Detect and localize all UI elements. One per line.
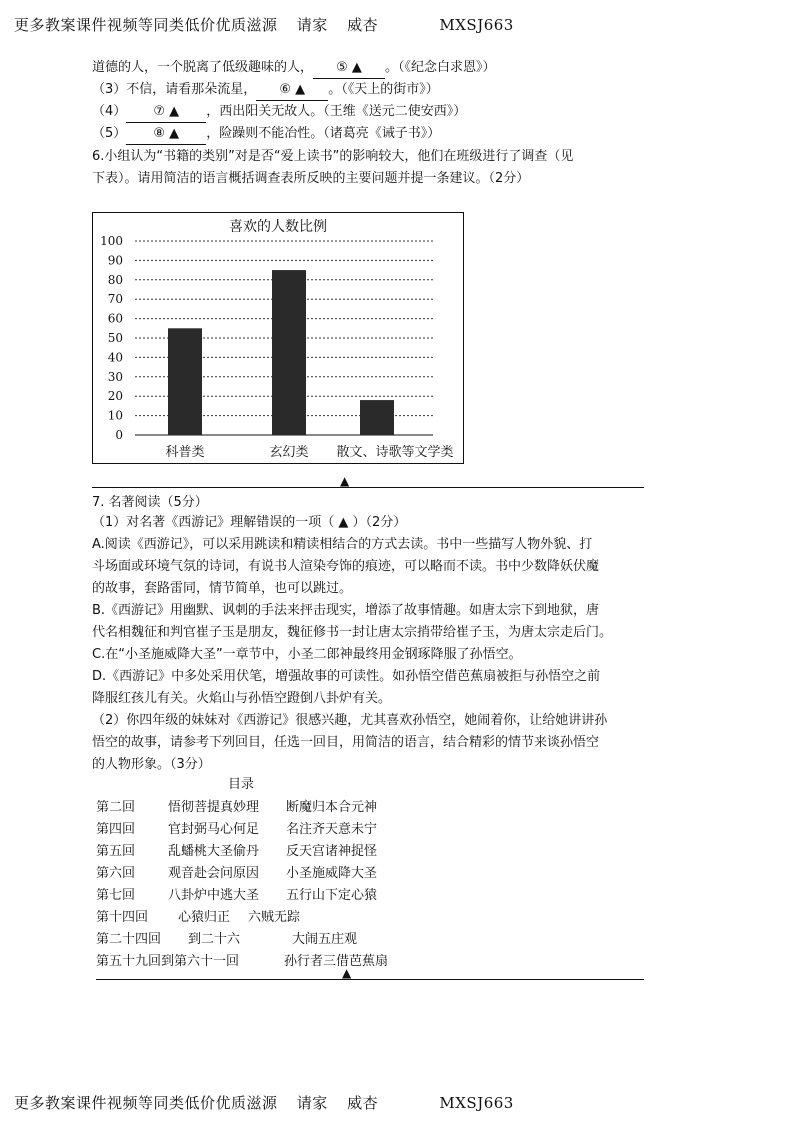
- bar-chart: [92, 212, 464, 464]
- footer-text: 更多教案课件视频等同类低价优质滋源: [14, 1094, 278, 1112]
- y-tick-label: 100: [100, 234, 123, 248]
- answer-mark: ▲: [342, 966, 352, 980]
- answer-blank[interactable]: ⑧ ▲: [126, 124, 206, 145]
- footer-contact-name: 威杏: [347, 1094, 379, 1112]
- q7-title: 7. 名著阅读（5分）: [92, 495, 208, 510]
- y-tick-label: 20: [107, 389, 123, 404]
- y-tick-label: 50: [107, 331, 123, 345]
- option-d-line-1: D.《西游记》中多处采用伏笔，增强故事的可读性。如孙悟空借芭蕉扇被拒与孙悟空之前: [92, 669, 601, 684]
- header-contact-name: 威杏: [347, 16, 379, 34]
- y-tick-label: 10: [107, 408, 123, 423]
- y-tick-label: 90: [107, 253, 123, 268]
- option-b-line-2: 代名相魏征和判官崔子玉是朋友，魏征修书一封让唐太宗捎带给崔子玉，为唐太宗走后门。: [92, 625, 613, 640]
- answer-blank[interactable]: ⑥ ▲: [256, 80, 328, 101]
- page-footer: [14, 1092, 514, 1113]
- answer-blank[interactable]: ⑤ ▲: [313, 58, 385, 79]
- fill-blank-6: （3）不信，请看那朵流星， ⑥ ▲ 。（《天上的街市》）: [92, 80, 439, 101]
- answer-blank[interactable]: ⑦ ▲: [126, 102, 206, 123]
- option-d-line-2: 降服红孩儿有关。火焰山与孙悟空蹬倒八卦炉有关。: [92, 691, 392, 706]
- bar: [272, 270, 306, 435]
- y-tick-label: 0: [115, 428, 123, 442]
- fill-blank-8: （5） ⑧ ▲ ，险躁则不能冶性。（诸葛亮《诫子书》）: [92, 124, 440, 145]
- footer-code: MXSJ663: [439, 1094, 514, 1112]
- x-tick-label: 散文、诗歌等文学类: [336, 445, 454, 460]
- fill-blank-5: 道德的人，一个脱离了低级趣味的人， ⑤ ▲ 。（《纪念白求恩》）: [92, 58, 496, 79]
- option-a-line-3: 的故事，套路雷同，情节简单，也可以跳过。: [92, 581, 353, 596]
- q7-sub2-line-2: 悟空的故事，请参考下列回目，任选一回目，用简洁的语言，结合精彩的情节来谈孙悟空: [92, 735, 600, 750]
- y-tick-label: 40: [107, 350, 123, 365]
- q6-line-2: 下表）。请用简洁的语言概括调查表所反映的主要问题并提一条建议。（2分）: [92, 171, 530, 186]
- x-tick-label: 科普类: [165, 445, 205, 460]
- answer-line: [92, 487, 644, 488]
- toc-title: 目录: [228, 777, 255, 792]
- chart-canvas: [93, 213, 463, 463]
- answer-mark: ▲: [340, 474, 350, 488]
- y-tick-label: 80: [107, 272, 123, 287]
- fill-blank-7: （4） ⑦ ▲ ，西出阳关无故人。（王维《送元二使安西》）: [92, 102, 466, 123]
- y-tick-label: 60: [107, 311, 123, 326]
- y-tick-label: 30: [107, 369, 123, 384]
- header-code: MXSJ663: [439, 16, 514, 34]
- chart-title: 喜欢的人数比例: [229, 219, 327, 235]
- y-tick-label: 70: [107, 292, 123, 307]
- header-contact-label: 请家: [296, 16, 328, 34]
- bar: [168, 328, 202, 435]
- footer-contact-label: 请家: [296, 1094, 328, 1112]
- option-a-line-1: A.阅读《西游记》，可以采用跳读和精读相结合的方式去读。书中一些描写人物外貌、打: [92, 537, 593, 552]
- bar: [360, 400, 394, 435]
- q7-sub2-line-1: （2）你四年级的妹妹对《西游记》很感兴趣，尤其喜欢孙悟空，她闹着你，让给她讲讲孙: [92, 713, 608, 728]
- option-b-line-1: B.《西游记》用幽默、讽刺的手法来抨击现实，增添了故事情趣。如唐太宗下到地狱，唐: [92, 603, 600, 618]
- page-header: [14, 14, 514, 35]
- option-a-line-2: 斗场面或环境气氛的诗词，有说书人渲染夸饰的痕迹，可以略而不读。书中少数降妖伏魔: [92, 559, 600, 574]
- x-tick-label: 玄幻类: [269, 445, 309, 460]
- q6-line-1: 6.小组认为“书籍的类别”对是否“爱上读书”的影响较大，他们在班级进行了调查（见: [92, 149, 574, 164]
- q7-sub1: （1）对名著《西游记》理解错误的一项（ ▲ ）（2分）: [92, 515, 407, 530]
- answer-line: [96, 979, 644, 980]
- q7-sub2-line-3: 的人物形象。（3分）: [92, 757, 211, 772]
- option-c-line-1: C.在“小圣施威降大圣”一章节中，小圣二郎神最终用金钢琢降服了孙悟空。: [92, 647, 522, 662]
- header-text: 更多教案课件视频等同类低价优质滋源: [14, 16, 278, 34]
